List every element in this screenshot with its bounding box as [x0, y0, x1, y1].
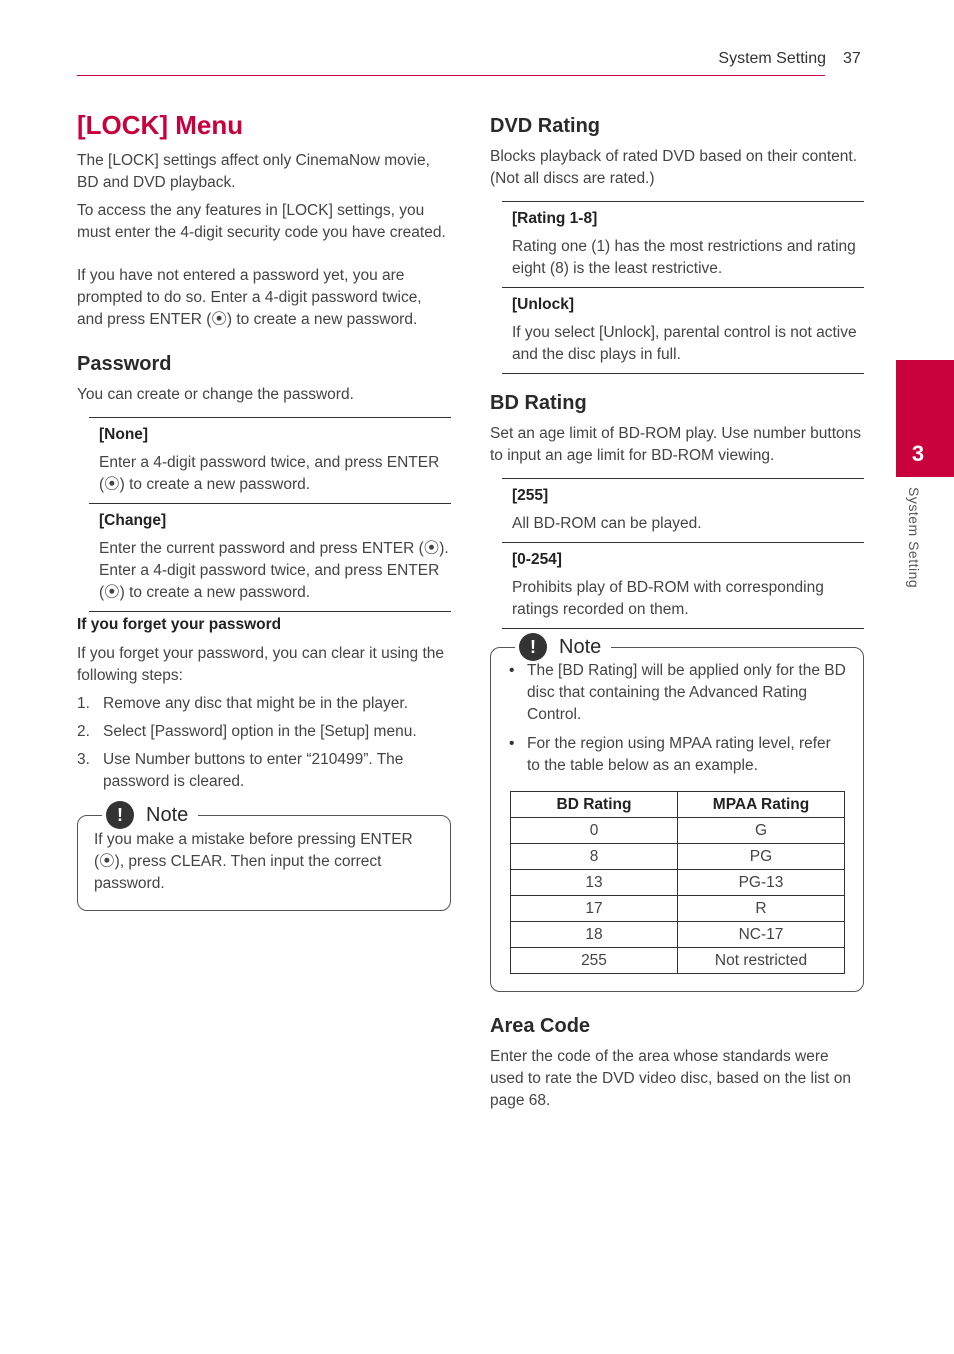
rating-note-box [490, 636, 864, 992]
chapter-number: 3 [911, 441, 925, 466]
intro-paragraph-2: To access the any features in [LOCK] settings, you must enter the 4-digit security code you have created. [77, 202, 446, 241]
dvd-options-table [502, 201, 864, 374]
option-row-0-254 [502, 543, 864, 629]
table-cell: 0 [511, 818, 678, 844]
table-row [511, 870, 845, 896]
option-desc: Rating one (1) has the most restrictions and rating eight (8) is the least restrictive. [512, 238, 856, 277]
chapter-label: System Setting [906, 487, 922, 589]
note-text: If you make a mistake before pressing ENTER (⦿), press CLEAR. Then input the correct password. [94, 831, 413, 892]
option-row-change [89, 504, 451, 612]
step-number: 2. [77, 723, 90, 740]
password-heading: Password [77, 353, 172, 375]
password-note-box [77, 804, 451, 911]
table-cell: 17 [511, 896, 678, 922]
step-number: 1. [77, 695, 90, 712]
password-options-table [89, 417, 451, 612]
password-text: You can create or change the password. [77, 386, 354, 403]
table-cell: 13 [511, 870, 678, 896]
area-code-heading: Area Code [490, 1015, 591, 1037]
option-name: [255] [512, 487, 549, 504]
header-rule [77, 75, 825, 76]
table-cell: PG-13 [678, 870, 845, 896]
option-row-unlock [502, 288, 864, 374]
bd-rating-text: Set an age limit of BD-ROM play. Use number buttons to input an age limit for BD-ROM viewing. [490, 425, 862, 464]
table-cell: G [678, 818, 845, 844]
option-name: [Rating 1-8] [512, 210, 598, 227]
table-cell: 18 [511, 922, 678, 948]
option-desc: Prohibits play of BD-ROM with corresponding ratings recorded on them. [512, 579, 824, 618]
option-row-255 [502, 479, 864, 543]
note-label [102, 800, 198, 830]
option-row-rating [502, 202, 864, 288]
step-number: 3. [77, 751, 90, 768]
running-header: System Setting [718, 50, 826, 67]
step-text: Remove any disc that might be in the player. [103, 695, 408, 712]
table-cell: PG [678, 844, 845, 870]
table-cell: 255 [511, 948, 678, 974]
note-bullets [507, 660, 847, 784]
option-desc: All BD-ROM can be played. [512, 515, 702, 532]
option-name: [0-254] [512, 551, 562, 568]
note-bullet: • For the region using MPAA rating level, refer to the table below as an example. [507, 733, 847, 777]
table-row [511, 818, 845, 844]
table-cell: Not restricted [678, 948, 845, 974]
option-desc: Enter a 4-digit password twice, and press ENTER (⦿) to create a new password. [99, 454, 440, 493]
option-name: [Change] [99, 512, 167, 529]
table-row [511, 844, 845, 870]
table-header-row [511, 792, 845, 818]
table-row [511, 922, 845, 948]
table-header-cell: MPAA Rating [678, 792, 845, 818]
table-cell: 8 [511, 844, 678, 870]
table-cell: NC-17 [678, 922, 845, 948]
option-desc: Enter the current password and press ENTER (⦿). Enter a 4-digit password twice, and press ENTER (⦿) to create a new password. [99, 540, 449, 601]
dvd-rating-heading: DVD Rating [490, 115, 600, 137]
step-item [77, 721, 451, 743]
table-cell: R [678, 896, 845, 922]
table-row [511, 948, 845, 974]
page-number: 37 [843, 50, 861, 67]
forget-steps [77, 693, 451, 799]
forget-heading: If you forget your password [77, 616, 282, 633]
note-bullet: • The [BD Rating] will be applied only for the BD disc that containing the Advanced Rating Control. [507, 660, 847, 726]
note-title: Note [146, 804, 189, 826]
option-row-none [89, 418, 451, 504]
bd-rating-heading: BD Rating [490, 392, 587, 414]
intro-paragraph-1: The [LOCK] settings affect only CinemaNow movie, BD and DVD playback. [77, 152, 430, 191]
option-name: [Unlock] [512, 296, 574, 313]
step-text: Select [Password] option in the [Setup] menu. [103, 723, 417, 740]
forget-text: If you forget your password, you can clear it using the following steps: [77, 645, 445, 684]
note-title: Note [559, 636, 602, 658]
bd-options-table [502, 478, 864, 629]
step-item [77, 749, 451, 793]
step-text: Use Number buttons to enter “210499”. The password is cleared. [103, 751, 404, 790]
step-item [77, 693, 451, 715]
area-code-text: Enter the code of the area whose standards were used to rate the DVD video disc, based on the list on page 68. [490, 1048, 852, 1109]
exclamation-icon: ! [519, 633, 547, 661]
table-header-cell: BD Rating [511, 792, 678, 818]
note-label [515, 632, 611, 662]
exclamation-icon: ! [106, 801, 134, 829]
rating-table [510, 791, 845, 974]
dvd-rating-text: Blocks playback of rated DVD based on their content. (Not all discs are rated.) [490, 148, 858, 187]
table-row [511, 896, 845, 922]
page-title: [LOCK] Menu [77, 110, 244, 140]
intro-paragraph-3: If you have not entered a password yet, you are prompted to do so. Enter a 4-digit password twice, and press ENTER (⦿) to create a new password. [77, 267, 422, 328]
option-desc: If you select [Unlock], parental control is not active and the disc plays in full. [512, 324, 857, 363]
option-name: [None] [99, 426, 149, 443]
